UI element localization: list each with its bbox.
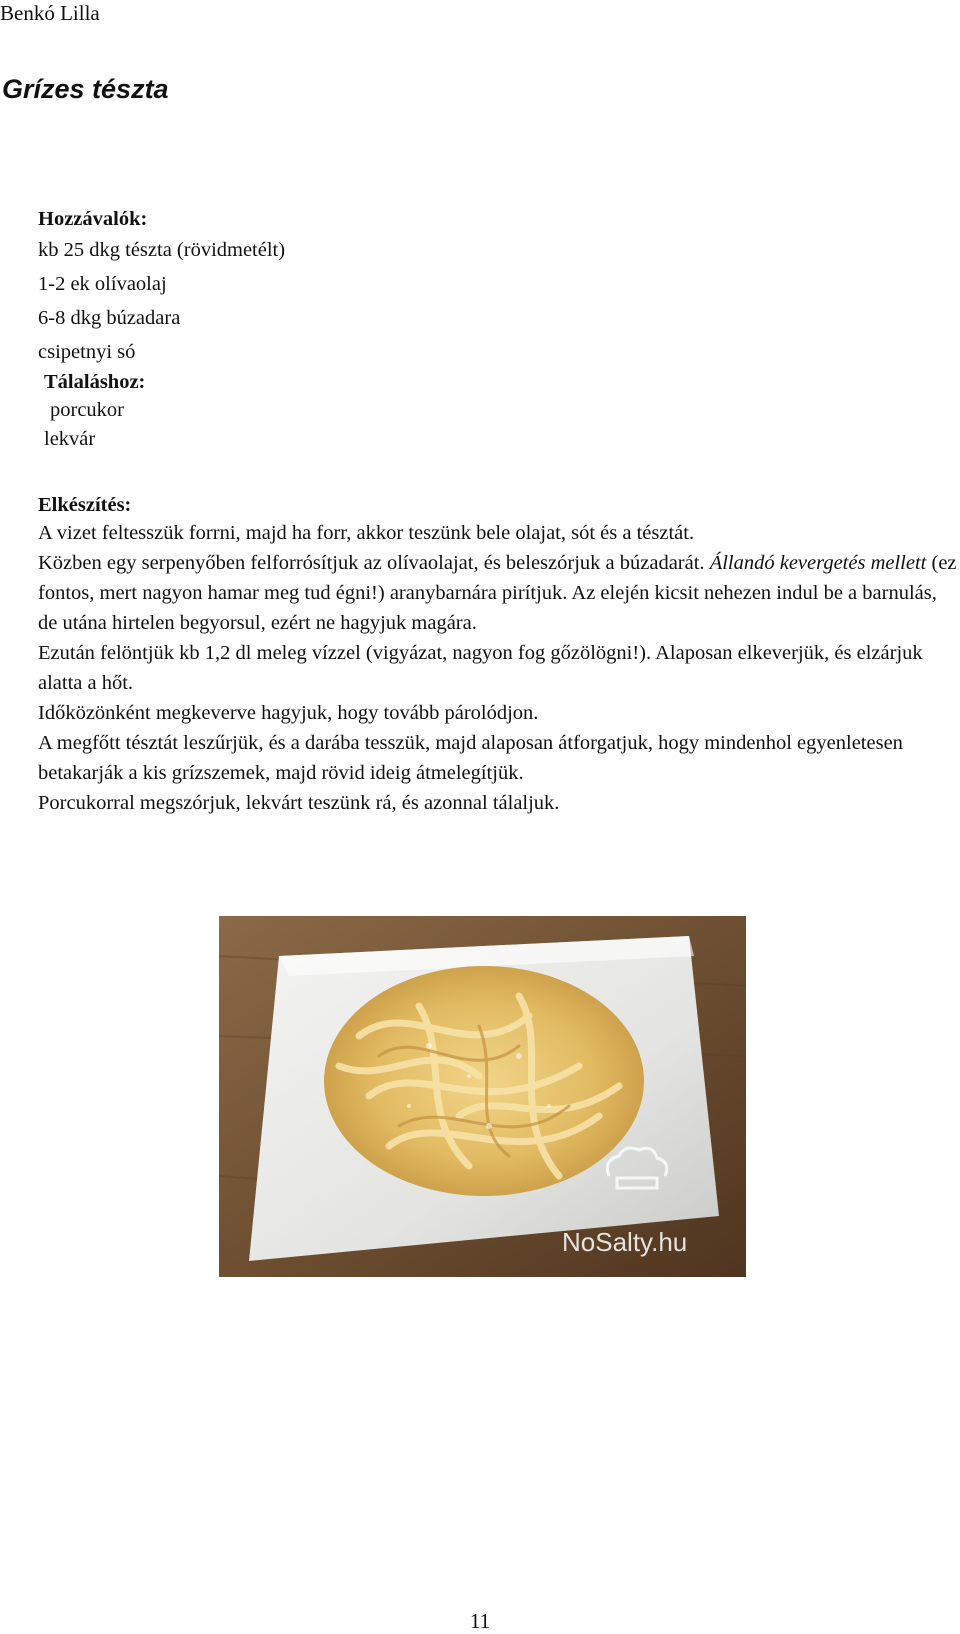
serving-section bbox=[44, 368, 145, 454]
dish-photo bbox=[219, 916, 746, 1277]
ingredient-item: 6-8 dkg búzadara bbox=[38, 307, 181, 329]
method-text: Közben egy serpenyőben felforrósítjuk az olívaolajat, és beleszórjuk a búzadarát. bbox=[38, 552, 710, 574]
dish-photo-illustration bbox=[219, 916, 746, 1277]
ingredient-item: 1-2 ek olívaolaj bbox=[38, 273, 167, 295]
serving-item: lekvár bbox=[44, 428, 96, 450]
method-emphasis: Állandó kevergetés mellett bbox=[709, 552, 927, 574]
method-step: Időközönként megkeverve hagyjuk, hogy tovább párolódjon. bbox=[38, 702, 539, 724]
method-step bbox=[38, 548, 958, 638]
photo-watermark: NoSalty.hu bbox=[562, 1227, 688, 1257]
method-step: A megfőtt tésztát leszűrjük, és a darába tesszük, majd alaposan átforgatjuk, hogy mindenhol egyenletesen betakarják a kis grízszemek, majd rövid ideig átmelegítjük. bbox=[38, 732, 903, 784]
pasta-pile bbox=[324, 966, 644, 1196]
recipe-title: Grízes tészta bbox=[2, 74, 169, 104]
method-step: A vizet feltesszük forrni, majd ha forr, akkor teszünk bele olajat, sót és a tésztát. bbox=[38, 522, 695, 544]
method-heading: Elkészítés: bbox=[38, 494, 132, 516]
ingredients-section bbox=[38, 205, 285, 369]
ingredient-item: csipetnyi só bbox=[38, 341, 136, 363]
page-number: 11 bbox=[469, 1609, 491, 1633]
serving-heading: Tálaláshoz: bbox=[44, 371, 146, 393]
ingredients-heading: Hozzávalók: bbox=[38, 208, 148, 230]
ingredient-item: kb 25 dkg tészta (rövidmetélt) bbox=[38, 239, 286, 261]
author-name: Benkó Lilla bbox=[0, 1, 100, 25]
method-text: (ez fontos, mert nagyon hamar meg tud égni!) aranybarnára pirítjuk. Az elején kicsit nehezen indul be a barnulás, de utána hirtelen begyorsul, ezért ne hagyjuk magára. bbox=[38, 552, 957, 634]
serving-item: porcukor bbox=[50, 399, 125, 421]
method-step: Porcukorral megszórjuk, lekvárt teszünk rá, és azonnal tálaljuk. bbox=[38, 792, 560, 814]
method-step: Ezután felöntjük kb 1,2 dl meleg vízzel (vigyázat, nagyon fog gőzölögni!). Alaposan elkeverjük, és elzárjuk alatta a hőt. bbox=[38, 642, 923, 694]
method-section bbox=[38, 492, 958, 818]
